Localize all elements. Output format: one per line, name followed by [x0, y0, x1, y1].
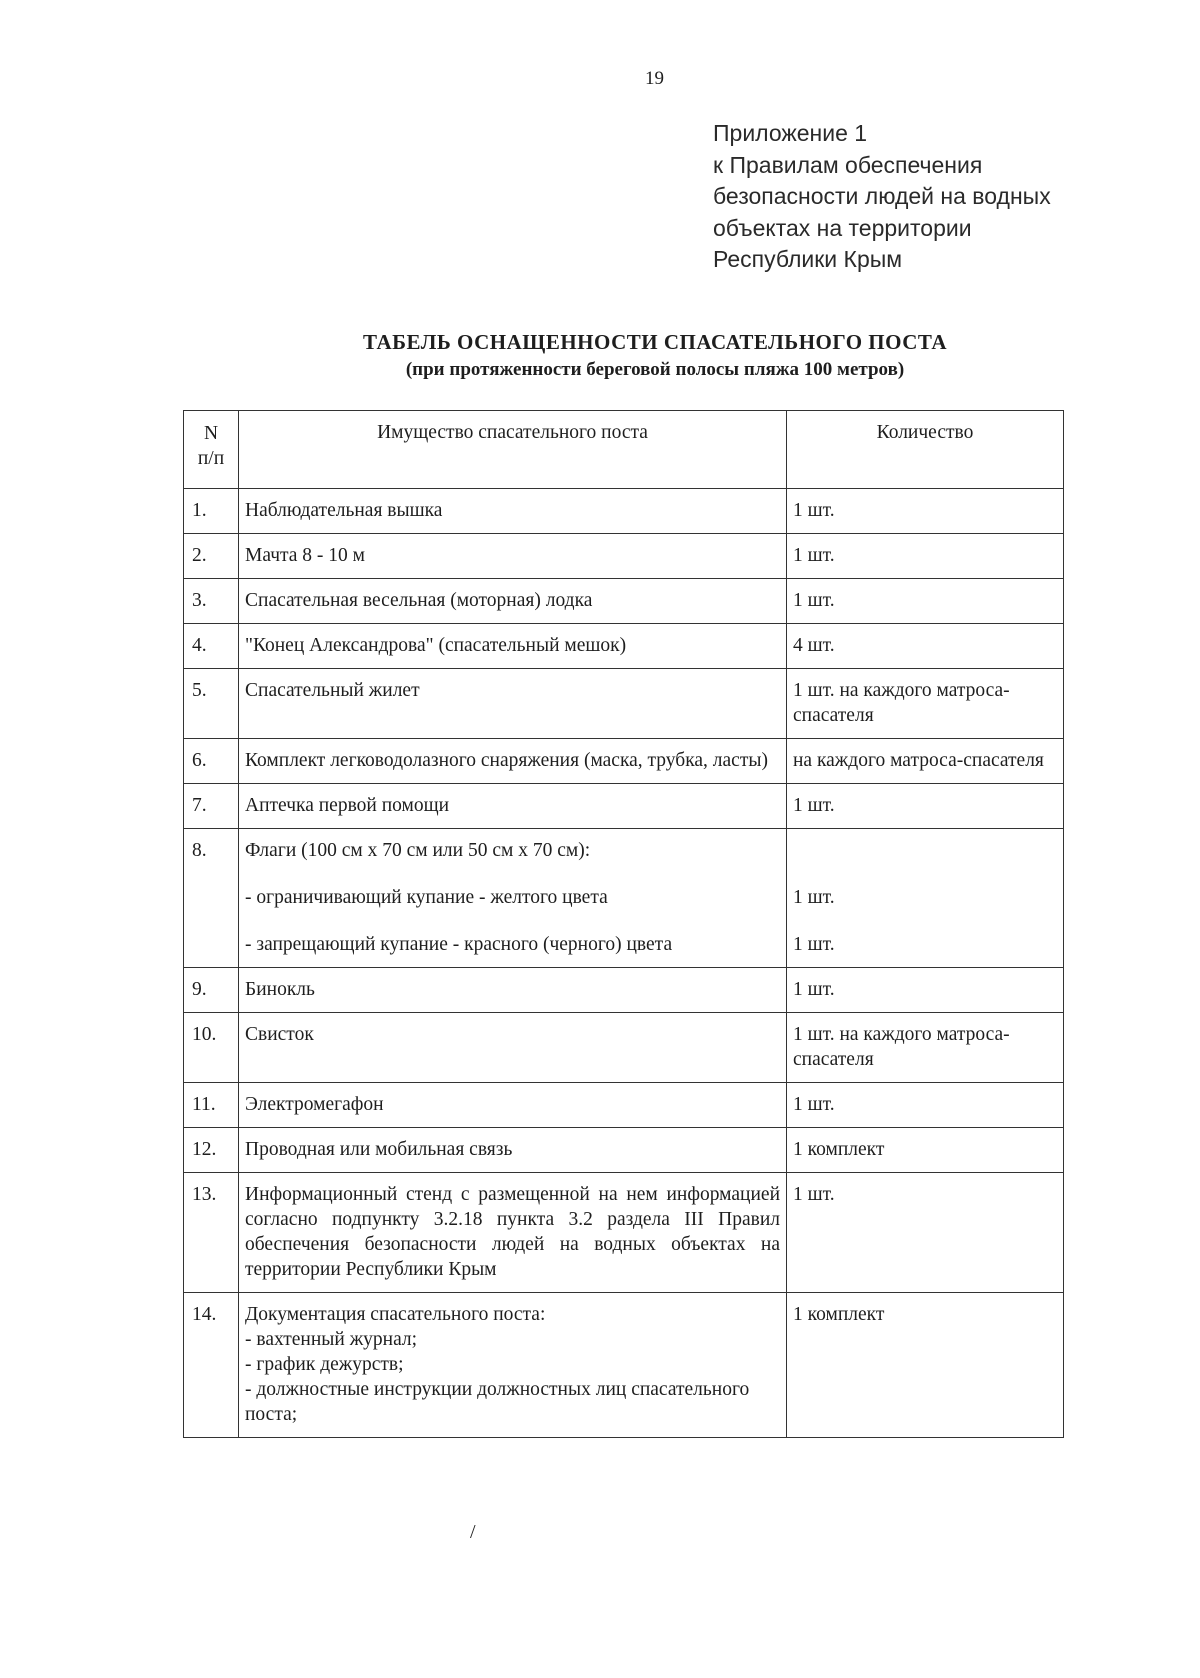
table-row	[184, 489, 1064, 534]
row-number: 9.	[184, 968, 239, 1013]
row-quantity: 1 шт.	[787, 534, 1064, 579]
row-number: 2.	[184, 534, 239, 579]
row-quantity	[787, 829, 1064, 968]
row-quantity: на каждого матроса-спасателя	[787, 739, 1064, 784]
row-item: Спасательный жилет	[239, 669, 787, 739]
header-number-line2: п/п	[197, 448, 225, 469]
flags-sub-quantity: 1 шт.	[793, 934, 835, 955]
row-item: "Конец Александрова" (спасательный мешок)	[239, 624, 787, 669]
flags-sub-item: - ограничивающий купание - желтого цвета	[245, 887, 608, 908]
row-item: Свисток	[239, 1013, 787, 1083]
row-item	[239, 1293, 787, 1438]
appendix-line: Приложение 1	[713, 120, 868, 146]
row-number: 14.	[184, 1293, 239, 1438]
flags-sub-quantity: 1 шт.	[793, 887, 835, 908]
row-quantity: 1 шт.	[787, 1173, 1064, 1293]
appendix-line: безопасности людей на водных	[713, 183, 1051, 209]
docs-heading: Документация спасательного поста:	[245, 1304, 546, 1325]
table-row	[184, 784, 1064, 829]
header-item: Имущество спасательного поста	[239, 411, 787, 489]
document-title-block	[0, 330, 1200, 381]
row-quantity: 1 шт.	[787, 579, 1064, 624]
docs-list-item: - должностные инструкции должностных лиц спасательного поста;	[245, 1379, 750, 1425]
row-number: 3.	[184, 579, 239, 624]
row-quantity: 1 шт. на каждого матроса-спасателя	[787, 1013, 1064, 1083]
row-item: Бинокль	[239, 968, 787, 1013]
table-row	[184, 968, 1064, 1013]
pen-mark: /	[470, 1521, 476, 1543]
table-header-row	[184, 411, 1064, 489]
header-number-line1: N	[203, 423, 219, 444]
table-row	[184, 739, 1064, 784]
row-number: 5.	[184, 669, 239, 739]
row-number: 8.	[184, 829, 239, 968]
header-number	[184, 411, 239, 489]
row-number: 12.	[184, 1128, 239, 1173]
row-item: Наблюдательная вышка	[239, 489, 787, 534]
equipment-table	[183, 410, 1064, 1438]
row-item: Мачта 8 - 10 м	[239, 534, 787, 579]
row-item: Информационный стенд с размещенной на нем информацией согласно подпункту 3.2.18 пункта 3.2 раздела III Правил обеспечения безопасности людей на водных объектах на территории Республики Крым	[239, 1173, 787, 1293]
row-number: 4.	[184, 624, 239, 669]
page-number: 19	[645, 68, 664, 89]
row-quantity: 1 шт.	[787, 1083, 1064, 1128]
row-number: 11.	[184, 1083, 239, 1128]
row-number: 13.	[184, 1173, 239, 1293]
row-number: 7.	[184, 784, 239, 829]
row-item: Электромегафон	[239, 1083, 787, 1128]
row-quantity: 1 шт. на каждого матроса-спасателя	[787, 669, 1064, 739]
row-item	[239, 829, 787, 968]
docs-list-item: - вахтенный журнал;	[245, 1329, 418, 1350]
row-item: Комплект легководолазного снаряжения (маска, трубка, ласты)	[239, 739, 787, 784]
row-quantity: 1 шт.	[787, 968, 1064, 1013]
document-title: ТАБЕЛЬ ОСНАЩЕННОСТИ СПАСАТЕЛЬНОГО ПОСТА	[363, 330, 947, 354]
table-row	[184, 1173, 1064, 1293]
document-subtitle: (при протяженности береговой полосы пляжа 100 метров)	[405, 359, 905, 380]
table-row-flags	[184, 829, 1064, 968]
row-number: 1.	[184, 489, 239, 534]
row-item: Аптечка первой помощи	[239, 784, 787, 829]
table-row	[184, 1083, 1064, 1128]
docs-list-item: - график дежурств;	[245, 1354, 404, 1375]
row-quantity: 1 комплект	[787, 1293, 1064, 1438]
header-quantity: Количество	[787, 411, 1064, 489]
row-quantity: 1 шт.	[787, 784, 1064, 829]
table-row	[184, 669, 1064, 739]
table-row	[184, 1128, 1064, 1173]
appendix-line: объектах на территории	[713, 214, 972, 241]
table-row	[184, 1013, 1064, 1083]
appendix-line: Республики Крым	[713, 246, 903, 272]
flags-heading: Флаги (100 см x 70 см или 50 см x 70 см):	[245, 840, 591, 861]
row-item: Спасательная весельная (моторная) лодка	[239, 579, 787, 624]
row-number: 6.	[184, 739, 239, 784]
row-quantity: 1 комплект	[787, 1128, 1064, 1173]
row-quantity: 1 шт.	[787, 489, 1064, 534]
table-row-documentation	[184, 1293, 1064, 1438]
table-row	[184, 579, 1064, 624]
flags-sub-item: - запрещающий купание - красного (черного) цвета	[245, 934, 673, 955]
appendix-note	[713, 118, 1051, 276]
row-quantity: 4 шт.	[787, 624, 1064, 669]
table-row	[184, 624, 1064, 669]
table-row	[184, 534, 1064, 579]
row-number: 10.	[184, 1013, 239, 1083]
appendix-line: к Правилам обеспечения	[713, 151, 983, 178]
row-item: Проводная или мобильная связь	[239, 1128, 787, 1173]
